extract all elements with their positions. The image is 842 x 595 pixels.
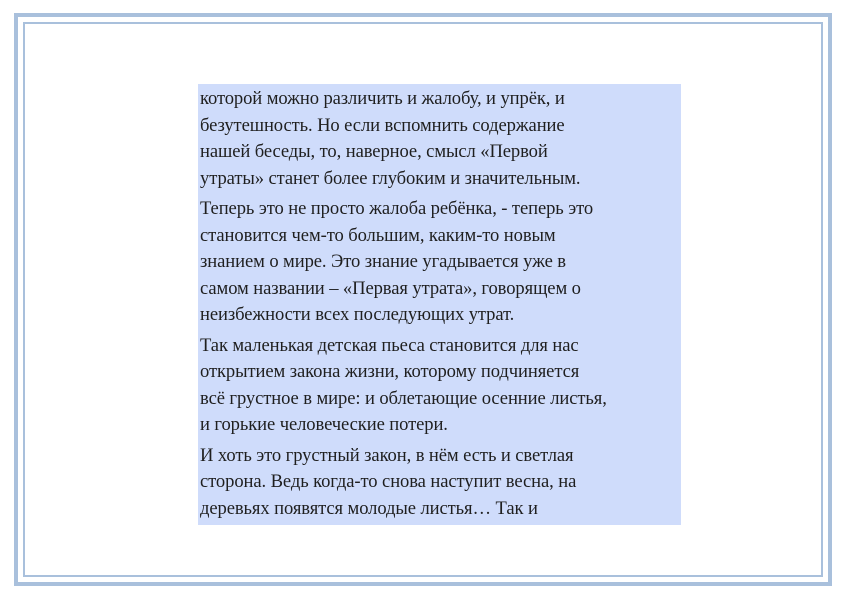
text-line: безутешность. Но если вспомнить содержание xyxy=(200,114,565,136)
text-line: неизбежности всех последующих утрат. xyxy=(200,304,515,325)
text-line: утраты» станет более глубоким и значительным. xyxy=(200,167,581,189)
text-line: знанием о мире. Это знание угадывается уже в xyxy=(200,251,566,272)
text-line: открытием закона жизни, которому подчиняется xyxy=(200,361,580,382)
paragraph-4 xyxy=(200,443,681,523)
text-line: Теперь это не просто жалоба ребёнка, - теперь это xyxy=(200,198,594,219)
text-line: И хоть это грустный закон, в нём есть и светлая xyxy=(200,444,574,466)
text-line: деревьях появятся молодые листья… Так и xyxy=(200,497,538,519)
paragraph-3 xyxy=(200,333,681,439)
text-line: становится чем-то большим, каким-то новым xyxy=(200,224,556,246)
text-line: и горькие человеческие потери. xyxy=(200,414,448,435)
text-line: сторона. Ведь когда-то снова наступит весна, на xyxy=(200,471,577,492)
text-line: нашей беседы, то, наверное, смысл «Первой xyxy=(200,141,548,162)
text-line: Так маленькая детская пьеса становится для нас xyxy=(200,334,579,356)
paragraph-2 xyxy=(200,196,681,329)
text-line: самом названии – «Первая утрата», говорящем о xyxy=(200,277,581,299)
text-block xyxy=(198,84,681,525)
paragraph-1 xyxy=(200,86,681,192)
text-line: всё грустное в мире: и облетающие осенние листья, xyxy=(200,387,607,409)
text-line: которой можно различить и жалобу, и упрёк, и xyxy=(200,88,565,109)
